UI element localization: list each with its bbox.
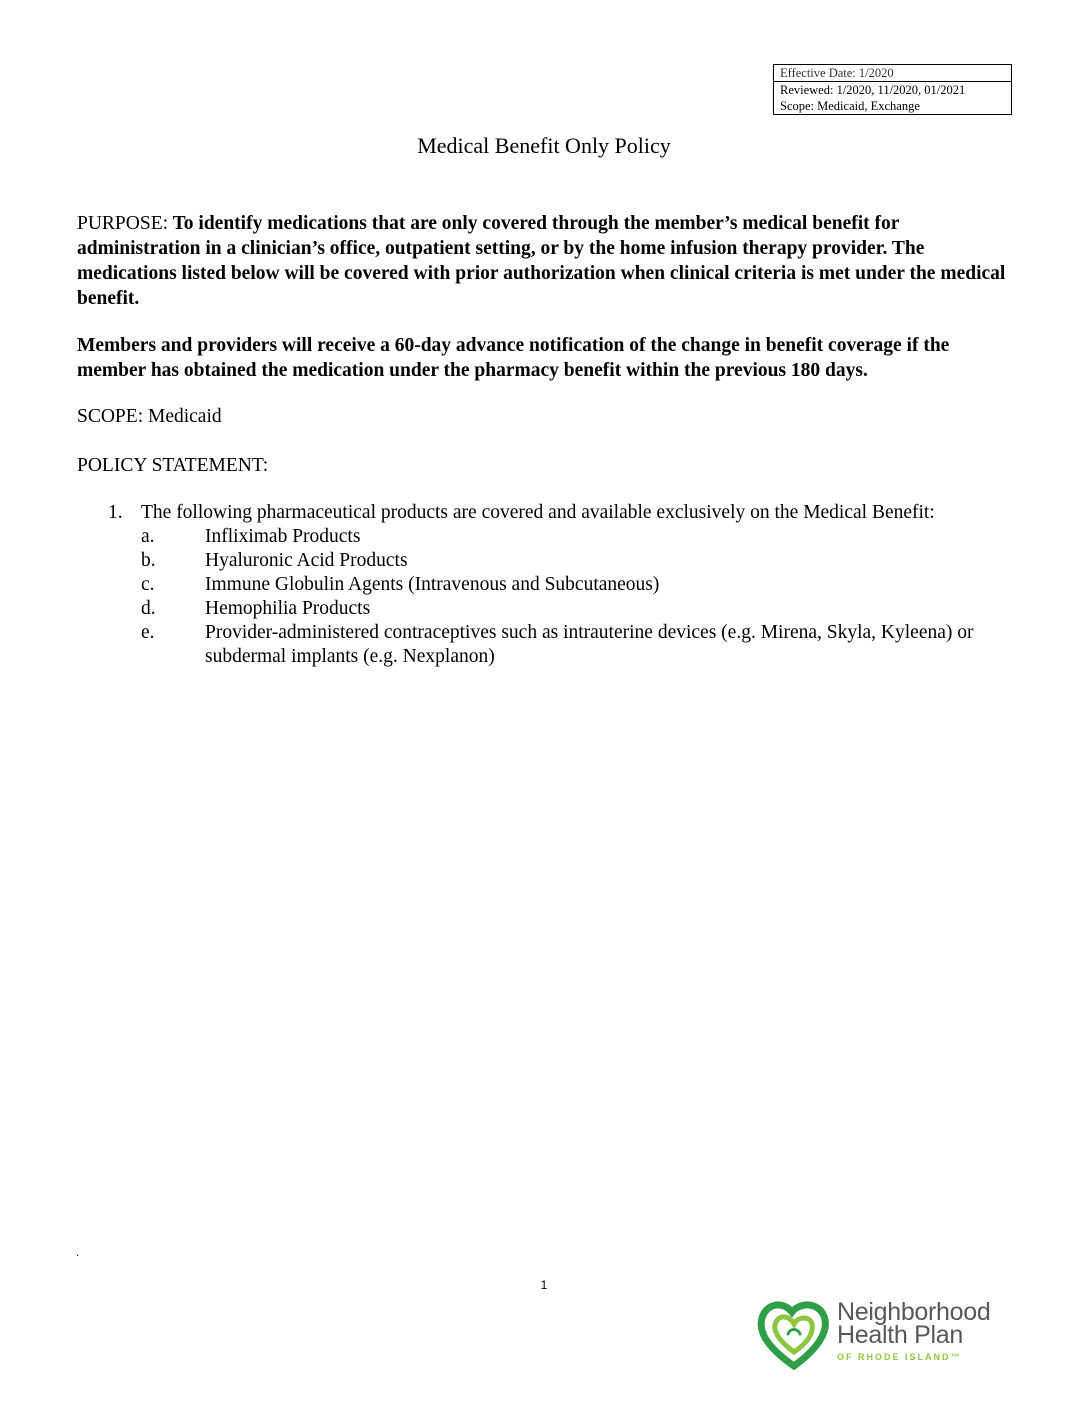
list-letter: b. <box>141 550 156 571</box>
footer-dot: . <box>76 1245 79 1259</box>
list-item-text: Immune Globulin Agents (Intravenous and Subcutaneous) <box>205 574 660 595</box>
list-item <box>141 573 988 597</box>
policy-heading: POLICY STATEMENT: <box>77 455 269 476</box>
policy-info-box <box>773 64 1012 115</box>
effective-date: Effective Date: 1/2020 <box>774 65 1011 82</box>
heart-swirl-icon <box>754 1294 834 1374</box>
logo-line-3: OF RHODE ISLAND™ <box>837 1352 962 1362</box>
list-letter: e. <box>141 622 155 643</box>
list-item-text: Infliximab Products <box>205 526 361 547</box>
notice-paragraph: Members and providers will receive a 60-day advance notification of the change in benefit coverage if the member has obtained the medication under the pharmacy benefit within the previous 180 days. <box>77 335 950 381</box>
scope-line: SCOPE: Medicaid <box>77 406 222 427</box>
list-item <box>141 549 988 573</box>
logo-line-1: Neighborhood <box>837 1298 991 1326</box>
list-item-text: Hyaluronic Acid Products <box>205 550 408 571</box>
list-item <box>141 621 988 669</box>
purpose-paragraph <box>77 211 1017 311</box>
purpose-text: To identify medications that are only covered through the member’s medical benefit for administration in a clinician’s office, outpatient setting, or by the home infusion therapy provider. The medications listed below will be covered with prior authorization when clinical criteria is met under the medical benefit. <box>77 213 1006 309</box>
list-item <box>141 525 988 549</box>
neighborhood-health-plan-logo <box>754 1294 1024 1374</box>
list-letter: a. <box>141 526 155 547</box>
list-item-text: Provider-administered contraceptives such as intrauterine devices (e.g. Mirena, Skyla, Kyleena) or subdermal implants (e.g. Nexplanon) <box>205 622 974 667</box>
product-list <box>141 525 988 669</box>
list-letter: d. <box>141 598 156 619</box>
page-number: 1 <box>540 1278 548 1292</box>
scope-info: Scope: Medicaid, Exchange <box>780 99 920 113</box>
policy-item-1 <box>108 501 988 669</box>
item-text: The following pharmaceutical products are covered and available exclusively on the Medical Benefit: <box>141 502 935 523</box>
reviewed-dates: Reviewed: 1/2020, 11/2020, 01/2021 <box>780 83 966 97</box>
logo-line-2: Health Plan <box>837 1321 963 1349</box>
list-item <box>141 597 988 621</box>
list-item-text: Hemophilia Products <box>205 598 371 619</box>
page-title: Medical Benefit Only Policy <box>417 133 671 158</box>
list-letter: c. <box>141 574 155 595</box>
purpose-label: PURPOSE: <box>77 213 169 234</box>
item-number: 1. <box>108 502 123 523</box>
